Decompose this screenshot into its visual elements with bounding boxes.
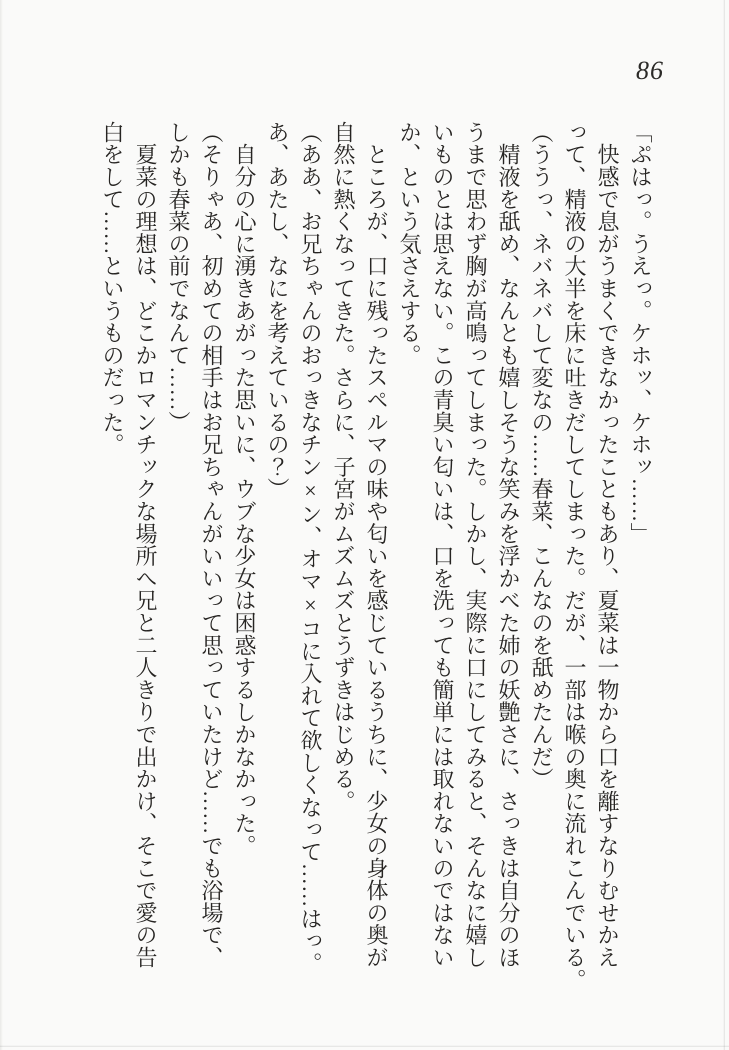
text-column-9: ところが、口に残ったスペルマの味や匂いを感じているうちに、少女の身体の奥が: [364, 121, 389, 969]
text-column-14: （そりゃあ、初めての相手はお兄ちゃんがいいって思っていたけど……でも浴場で、: [199, 121, 224, 969]
scan-edge-right: [723, 0, 725, 1050]
text-column-6: うまで思わず胸が高鳴ってしまった。しかし、実際に口にしてみると、そんなに嬉し: [463, 121, 488, 969]
text-column-17: 白をして……というものだった。: [100, 121, 125, 456]
text-column-8: か、という気さえする。: [397, 121, 422, 367]
text-column-11: （ああ、お兄ちゃんのおっきなチン×ン、オマ×コに入れて欲しくなって……はっ。: [298, 121, 323, 975]
text-column-4: （ううっ、ネバネバして変なの……春菜、こんなのを舐めたんだ）: [529, 121, 554, 790]
text-column-3: って、精液の大半を床に吐きだしてしまった。だが、一部は喉の奥に流れこんでいる。: [562, 121, 587, 991]
text-column-7: いものとは思えない。この青臭い匂いは、口を洗っても簡単には取れないのではない: [430, 121, 455, 969]
text-column-12: あ、あたし、なにを考えているの？）: [265, 121, 290, 501]
page-text-block: [96, 121, 657, 991]
text-column-5: 精液を舐め、なんとも嬉しそうな笑みを浮かべた姉の妖艶さに、さっきは自分のほ: [496, 121, 521, 969]
text-column-13: 自分の心に湧きあがった思いに、ウブな少女は困惑するしかなかった。: [232, 121, 257, 857]
text-column-10: 自然に熱くなってきた。さらに、子宮がムズムズとうずきはじめる。: [331, 121, 356, 813]
scan-edge-left: [0, 0, 3, 1050]
text-column-2: 快感で息がうまくできなかったこともあり、夏菜は一物から口を離すなりむせかえ: [595, 121, 620, 969]
page-number: 86: [636, 56, 664, 85]
scan-edge-bottom: [0, 1045, 729, 1047]
text-column-16: 夏菜の理想は、どこかロマンチックな場所へ兄と二人きりで出かけ、そこで愛の告: [133, 121, 158, 969]
text-column-1: 「ぷはっ。うえっ。ケホッ、ケホッ……」: [628, 121, 653, 545]
text-column-15: しかも春菜の前でなんて……）: [166, 121, 191, 434]
